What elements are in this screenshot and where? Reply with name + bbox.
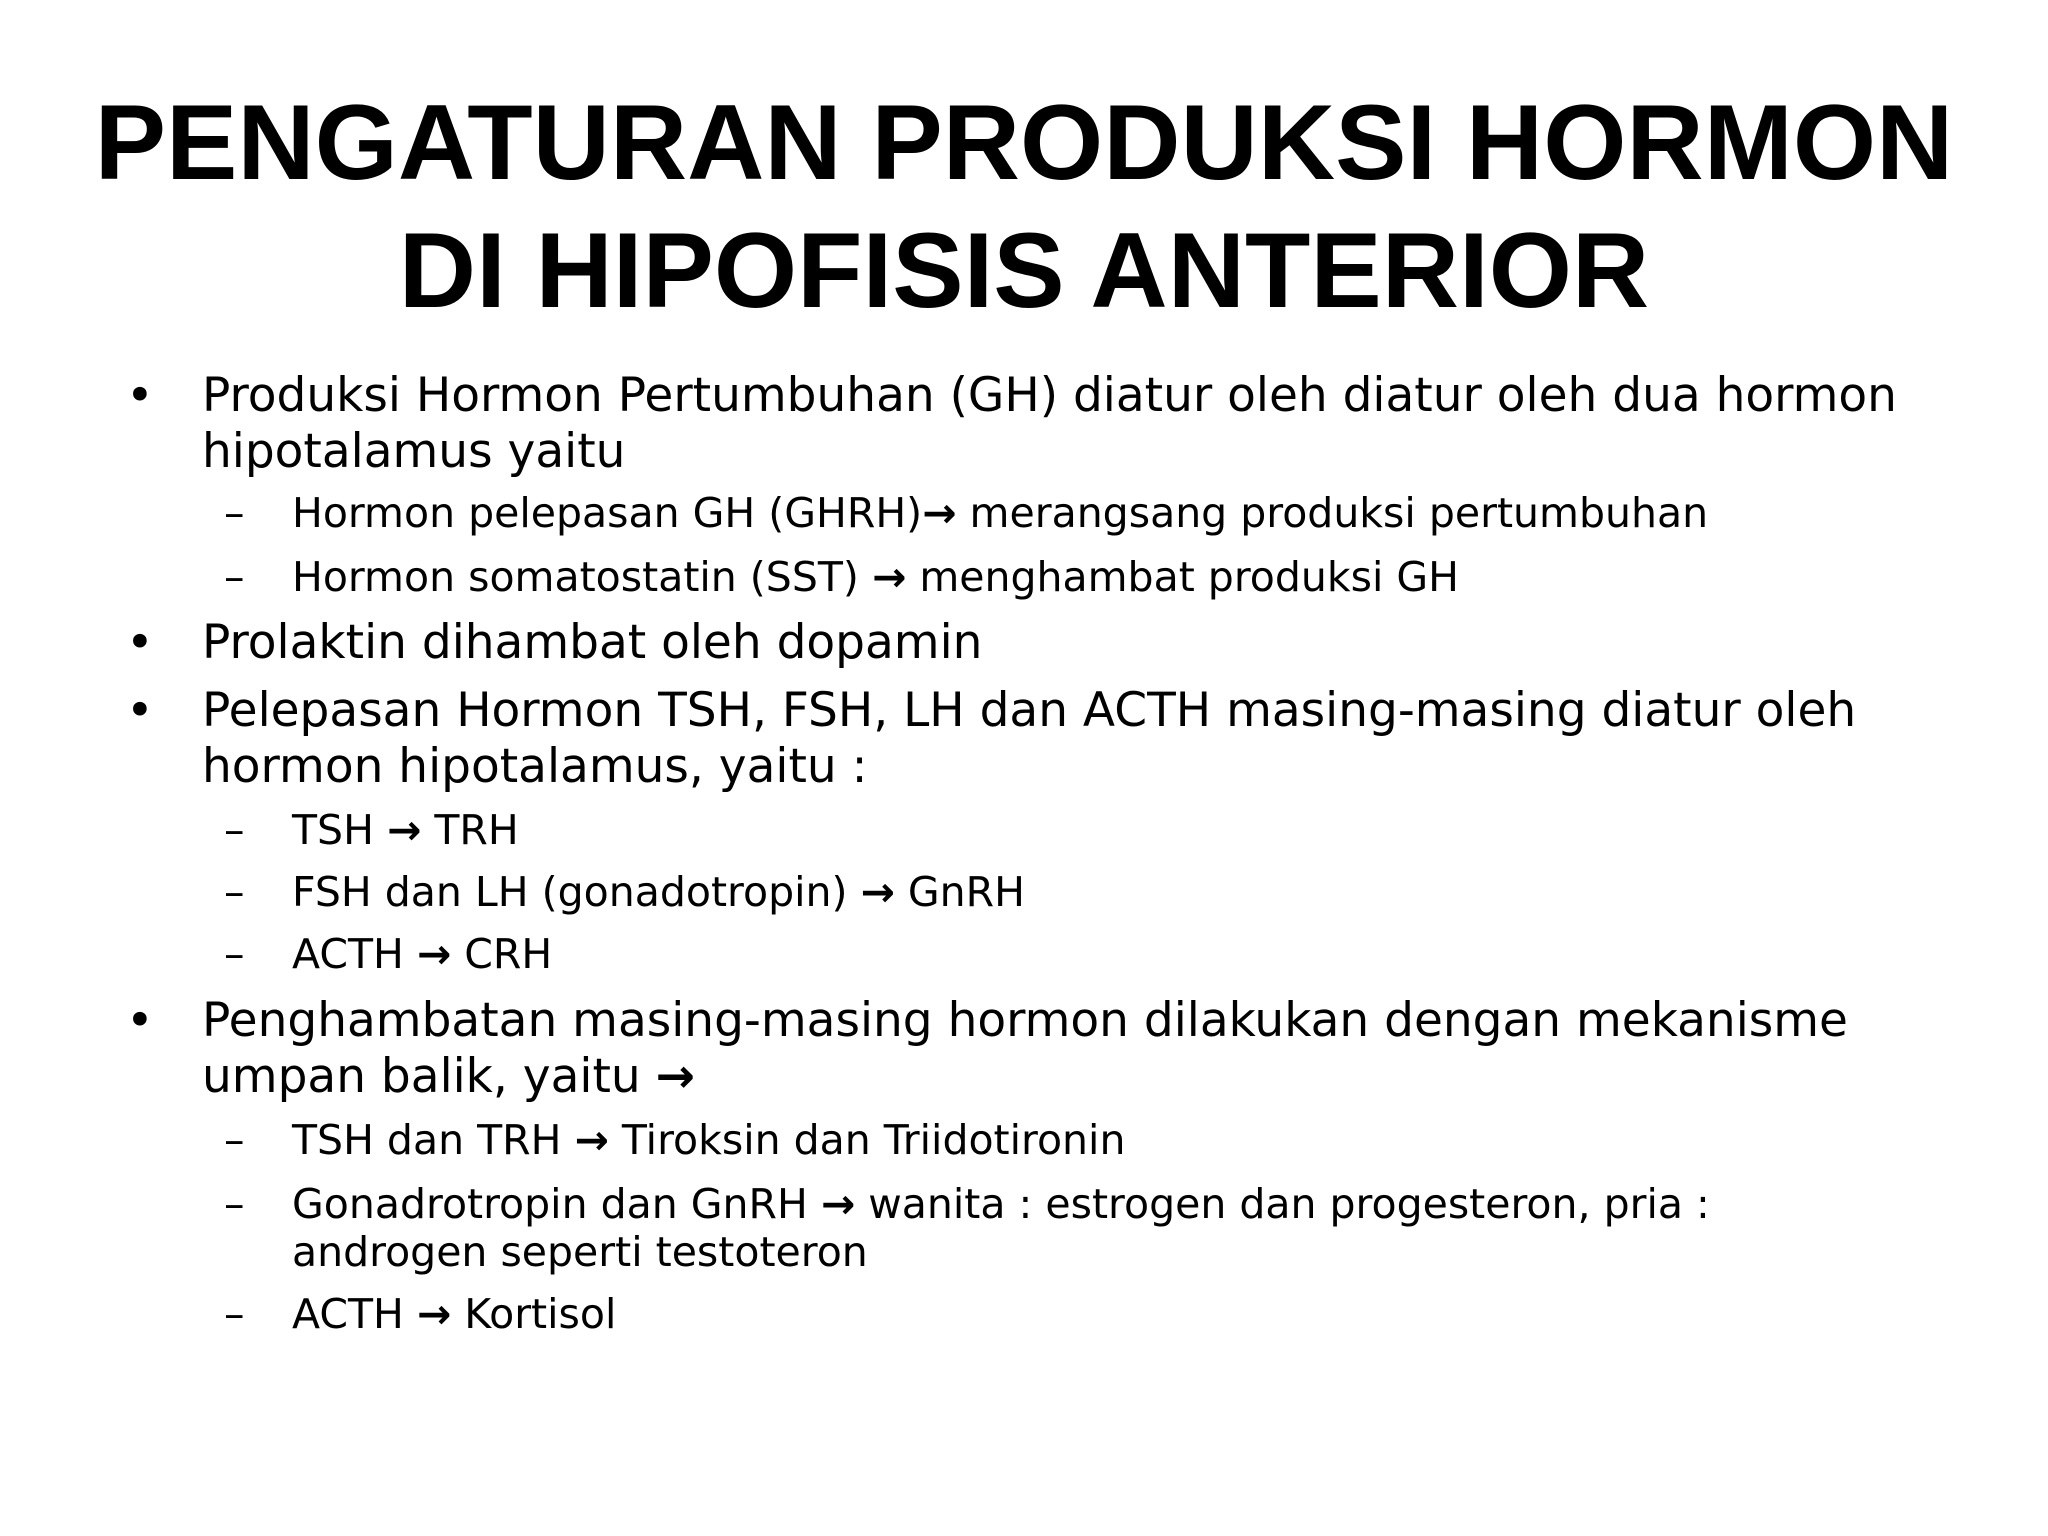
title-line-1: PENGATURAN PRODUKSI HORMON (94, 82, 1954, 202)
arrow-right-icon: → (416, 1290, 452, 1338)
arrow-right-icon: → (922, 489, 957, 537)
subitem-result: Tiroksin dan Triidotironin (608, 1116, 1126, 1164)
subitem-text: ACTH (292, 1290, 417, 1338)
list-item-text-continued: hormon hipotalamus, yaitu : (202, 739, 868, 794)
subitem-result: wanita : estrogen dan progesteron, pria : (855, 1180, 1710, 1228)
bullet-marker: • (126, 615, 154, 670)
arrow-right-icon: → (871, 553, 907, 601)
arrow-right-icon: → (416, 930, 452, 978)
list-item-text-part: umpan balik, yaitu (202, 1049, 656, 1104)
dash-marker: – (224, 553, 245, 601)
arrow-right-icon: → (655, 1049, 696, 1104)
list-subitem (292, 489, 1708, 537)
list-item-text-continued (202, 1049, 1848, 1105)
arrow-right-icon: → (860, 868, 895, 916)
arrow-right-icon: → (386, 806, 422, 854)
bullet-marker: • (126, 683, 154, 738)
list-item (202, 368, 1897, 480)
subitem-result: CRH (451, 930, 553, 978)
subitem-text: TSH dan TRH (292, 1116, 575, 1164)
bullet-marker: • (126, 368, 154, 423)
arrow-right-icon: → (574, 1116, 609, 1164)
list-subitem (292, 553, 1459, 601)
dash-marker: – (224, 1116, 245, 1164)
subitem-result: merangsang produksi pertumbuhan (956, 489, 1709, 537)
subitem-text: Gonadrotropin dan GnRH (292, 1180, 821, 1228)
subitem-text: TSH (292, 806, 387, 854)
list-item-text-continued: hipotalamus yaitu (202, 424, 626, 479)
list-item (202, 993, 1848, 1105)
dash-marker: – (224, 868, 245, 916)
title-line-2: DI HIPOFISIS ANTERIOR (398, 210, 1650, 330)
list-item-text: Penghambatan masing-masing hormon dilakukan dengan mekanisme (202, 993, 1848, 1048)
list-item-text: Produksi Hormon Pertumbuhan (GH) diatur oleh diatur oleh dua hormon (202, 368, 1897, 423)
subitem-line (292, 1180, 1710, 1228)
subitem-result: menghambat produksi GH (906, 553, 1460, 601)
list-item (202, 615, 982, 671)
subitem-text: Hormon somatostatin (SST) (292, 553, 872, 601)
list-subitem (292, 868, 1025, 916)
bullet-marker: • (126, 993, 154, 1048)
subitem-text-continued: androgen seperti testoteron (292, 1228, 868, 1276)
dash-marker: – (224, 930, 245, 978)
list-item (202, 683, 1856, 795)
subitem-text: Hormon pelepasan GH (GHRH) (292, 489, 923, 537)
list-subitem (292, 1290, 616, 1338)
subitem-result: GnRH (894, 868, 1025, 916)
list-subitem (292, 1180, 1710, 1276)
list-item-text: Prolaktin dihambat oleh dopamin (202, 615, 983, 670)
dash-marker: – (224, 806, 245, 854)
dash-marker: – (224, 1290, 245, 1338)
subitem-text: ACTH (292, 930, 417, 978)
subitem-result: TRH (421, 806, 519, 854)
list-subitem (292, 1116, 1125, 1164)
dash-marker: – (224, 1180, 245, 1228)
dash-marker: – (224, 489, 245, 537)
list-item-text: Pelepasan Hormon TSH, FSH, LH dan ACTH masing-masing diatur oleh (202, 683, 1857, 738)
arrow-right-icon: → (820, 1180, 856, 1228)
list-subitem (292, 806, 519, 854)
subitem-result: Kortisol (451, 1290, 617, 1338)
list-subitem (292, 930, 552, 978)
subitem-text: FSH dan LH (gonadotropin) (292, 868, 861, 916)
